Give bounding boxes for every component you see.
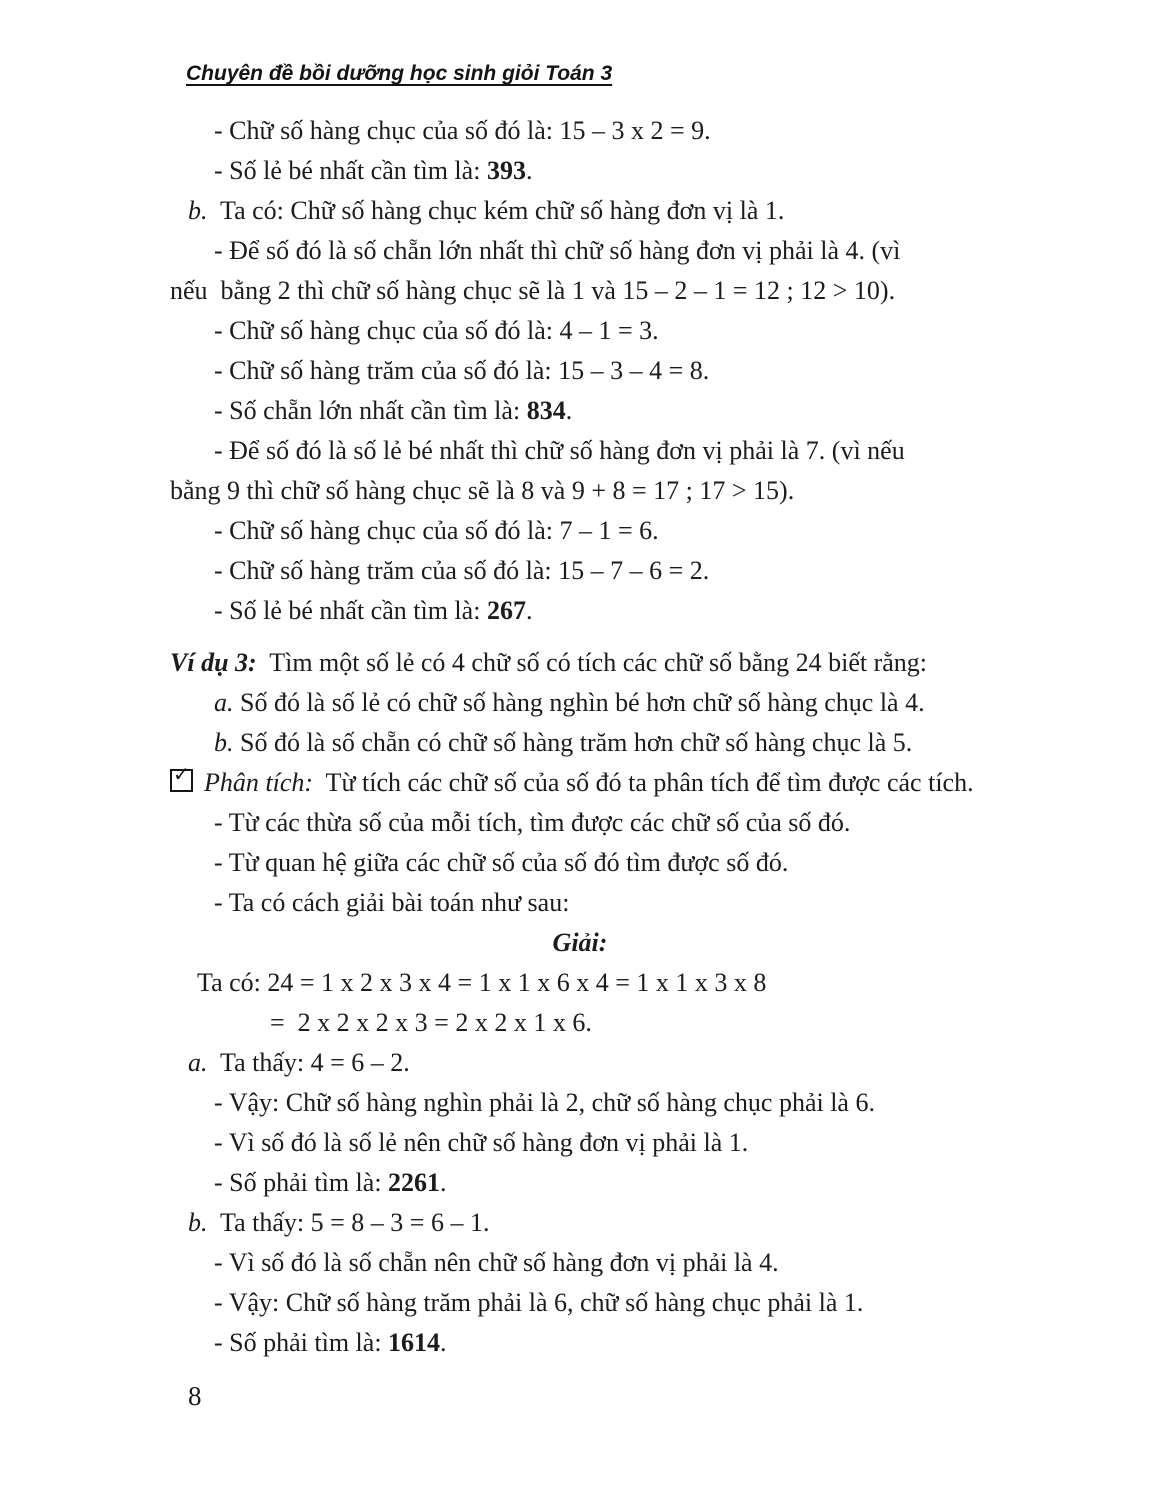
text-segment: - Vậy: Chữ số hàng nghìn phải là 2, chữ số hàng chục phải là 6.: [214, 1088, 875, 1117]
text-segment: - Vì số đó là số lẻ nên chữ số hàng đơn vị phải là 1.: [214, 1128, 749, 1157]
text-line: [170, 1083, 1030, 1123]
text-segment: Số đó là số chẵn có chữ số hàng trăm hơn chữ số hàng chục là 5.: [233, 728, 913, 757]
text-segment: - Chữ số hàng chục của số đó là: 15 – 3 x 2 = 9.: [214, 116, 711, 145]
text-segment: 1614: [388, 1328, 441, 1357]
text-segment: Ta có: 24 = 1 x 2 x 3 x 4 = 1 x 1 x 6 x 4 = 1 x 1 x 3 x 8: [197, 968, 767, 997]
text-line: [170, 551, 1030, 591]
text-segment: - Từ các thừa số của mỗi tích, tìm được các chữ số của số đó.: [214, 808, 851, 837]
text-segment: bằng 9 thì chữ số hàng chục sẽ là 8 và 9 + 8 = 17 ; 17 > 15).: [170, 476, 795, 505]
text-segment: - Số phải tìm là:: [214, 1328, 389, 1357]
text-line: [170, 391, 1030, 431]
text-segment: b.: [188, 196, 208, 225]
text-segment: - Vậy: Chữ số hàng trăm phải là 6, chữ số hàng chục phải là 1.: [214, 1288, 864, 1317]
text-segment: Ta có: Chữ số hàng chục kém chữ số hàng đơn vị là 1.: [207, 196, 785, 225]
text-line: [170, 1243, 1030, 1283]
text-segment: - Số phải tìm là:: [214, 1168, 389, 1197]
text-line: [170, 511, 1030, 551]
page-header-title: Chuyên đề bồi dưỡng học sinh giỏi Toán 3: [186, 62, 613, 85]
text-segment: Ta thấy: 5 = 8 – 3 = 6 – 1.: [207, 1208, 490, 1237]
text-line: [170, 843, 1030, 883]
text-line: [170, 151, 1030, 191]
text-line: [170, 1003, 1030, 1043]
text-segment: .: [525, 156, 533, 185]
text-segment: - Vì số đó là số chẵn nên chữ số hàng đơn vị phải là 4.: [214, 1248, 779, 1277]
text-line: [170, 231, 1030, 271]
text-segment: - Chữ số hàng chục của số đó là: 4 – 1 = 3.: [214, 316, 659, 345]
text-line: [170, 683, 1030, 723]
text-segment: Ta thấy: 4 = 6 – 2.: [207, 1048, 410, 1077]
text-segment: 2261: [388, 1168, 441, 1197]
text-segment: .: [440, 1328, 447, 1357]
text-line: [170, 1323, 1030, 1363]
text-segment: - Để số đó là số lẻ bé nhất thì chữ số hàng đơn vị phải là 7. (vì nếu: [214, 436, 905, 465]
text-segment: b.: [188, 1208, 208, 1237]
text-line: [170, 1283, 1030, 1323]
text-line: [170, 351, 1030, 391]
text-line: [170, 431, 1030, 471]
text-segment: Tìm một số lẻ có 4 chữ số có tích các chữ số bằng 24 biết rằng:: [256, 648, 928, 677]
text-segment: Phân tích:: [204, 768, 314, 797]
text-segment: - Chữ số hàng trăm của số đó là: 15 – 7 – 6 = 2.: [214, 556, 710, 585]
text-line: [170, 763, 1030, 803]
text-line: [170, 643, 1030, 683]
text-line: [170, 471, 1030, 511]
text-line: [170, 963, 1030, 1003]
text-segment: 267: [486, 596, 526, 625]
text-segment: - Số lẻ bé nhất cần tìm là:: [214, 596, 487, 625]
text-line: [170, 111, 1030, 151]
text-segment: Giải:: [552, 928, 608, 957]
document-body: [170, 111, 1030, 1363]
text-line: [170, 803, 1030, 843]
text-segment: - Số chẵn lớn nhất cần tìm là:: [214, 396, 527, 425]
text-segment: a.: [214, 688, 234, 717]
text-segment: Từ tích các chữ số của số đó ta phân tích để tìm được các tích.: [313, 768, 974, 797]
text-segment: nếu bằng 2 thì chữ số hàng chục sẽ là 1 và 15 – 2 – 1 = 12 ; 12 > 10).: [170, 276, 896, 305]
text-line: [170, 923, 1030, 963]
text-segment: - Từ quan hệ giữa các chữ số của số đó tìm được số đó.: [214, 848, 789, 877]
text-segment: Ví dụ 3:: [170, 648, 257, 677]
text-segment: a.: [188, 1048, 208, 1077]
text-line: [170, 1163, 1030, 1203]
text-segment: 834: [526, 396, 566, 425]
text-segment: - Số lẻ bé nhất cần tìm là:: [214, 156, 487, 185]
text-line: [170, 883, 1030, 923]
text-line: [170, 1043, 1030, 1083]
text-line: [170, 311, 1030, 351]
text-segment: = 2 x 2 x 2 x 3 = 2 x 2 x 1 x 6.: [270, 1008, 592, 1037]
text-segment: - Ta có cách giải bài toán như sau:: [214, 888, 570, 917]
text-line: [170, 1123, 1030, 1163]
text-segment: Số đó là số lẻ có chữ số hàng nghìn bé hơn chữ số hàng chục là 4.: [233, 688, 925, 717]
text-segment: - Chữ số hàng trăm của số đó là: 15 – 3 – 4 = 8.: [214, 356, 710, 385]
text-line: [170, 191, 1030, 231]
text-segment: .: [525, 596, 533, 625]
text-line: [170, 1203, 1030, 1243]
text-segment: .: [440, 1168, 447, 1197]
text-segment: b.: [214, 728, 234, 757]
page-number: 8: [188, 1381, 202, 1411]
text-line: [170, 591, 1030, 631]
text-segment: - Để số đó là số chẵn lớn nhất thì chữ số hàng đơn vị phải là 4. (vì: [214, 236, 901, 265]
checkbox-checked-icon: [170, 762, 193, 792]
text-segment: 393: [486, 156, 526, 185]
text-line: [170, 723, 1030, 763]
text-segment: - Chữ số hàng chục của số đó là: 7 – 1 = 6.: [214, 516, 659, 545]
text-line: [170, 271, 1030, 311]
check-mark: ✓: [173, 762, 190, 786]
text-segment: .: [565, 396, 573, 425]
